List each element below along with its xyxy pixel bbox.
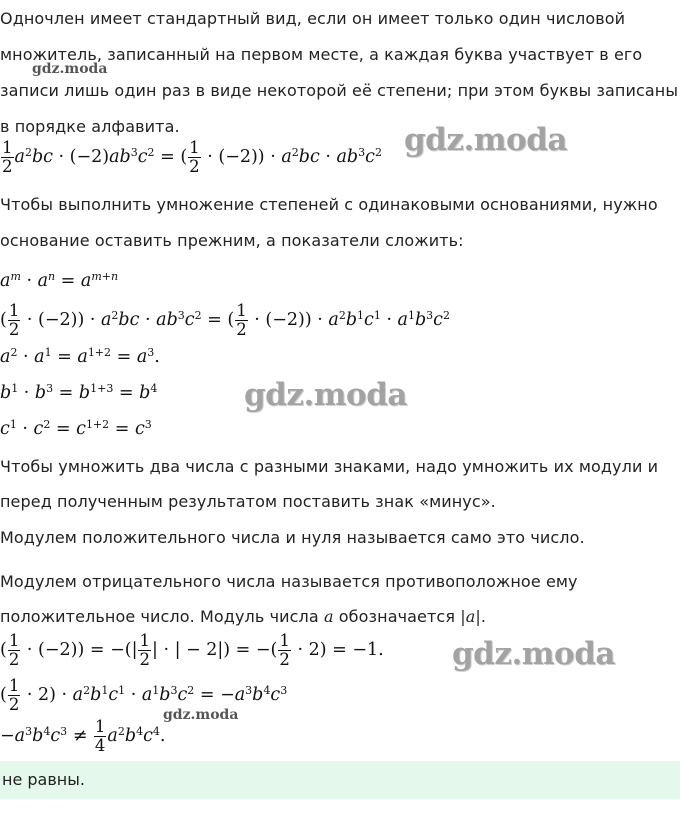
formula-result: ( $\frac{1}{2}$ · $2) \cdot a^2b^1c^1 \cdot a^1b^3c^2 = -a^3b^4c^3$ [0, 676, 288, 714]
definition-line-4: в порядке алфавита. [0, 117, 180, 136]
definition-line-3: записи лишь один раз в виде некоторой её степени; при этом буквы записаны [0, 81, 679, 100]
formula-coefficient: ( $\frac{1}{2}$ · (−2)) = −(| $\frac{1}{2}$ | · | − 2|) = −( $\frac{1}{2}$ · 2) = −1. [0, 631, 384, 669]
formula-regroup: ( $\frac{1}{2}$ · $(-2)) \cdot a^2bc \cdot ab^3c^2$ = ( $\frac{1}{2}$ · $(-2)) \cdot a^2b^1c^1 \cdot a^1b^3c^2$ [0, 301, 450, 339]
sign-rule-line-1: Чтобы умножить два числа с разными знаками, надо умножить их модули и [0, 457, 659, 476]
answer-text: не равны. [2, 770, 85, 789]
power-rule-line-2: основание оставить прежним, а показатели сложить: [0, 231, 464, 250]
watermark-small-2: gdz.moda [163, 707, 239, 723]
formula-monomial-product: $\frac{1}{2}$ $a^2bc \cdot (-2)ab^3c^2$ = ( $\frac{1}{2}$ · $(-2)) \cdot a^2bc \cdot ab^3c^2$ [2, 138, 382, 176]
sign-rule-line-2: перед полученным результатом поставить знак «минус». [0, 492, 496, 511]
modulus-positive-line: Модулем положительного числа и нуля называется само это число. [0, 528, 585, 547]
watermark-large-1: gdz.moda [404, 122, 567, 158]
watermark-large-2: gdz.moda [244, 377, 407, 413]
watermark-small-1: gdz.moda [32, 61, 108, 77]
formula-c-powers: $c^1 \cdot c^2 = c^{1+2} = c^3$ [0, 417, 152, 439]
modulus-negative-line-1: Модулем отрицательного числа называется противоположное ему [0, 572, 578, 591]
watermark-large-3: gdz.moda [452, 636, 615, 672]
power-rule-line-1: Чтобы выполнить умножение степеней с одинаковыми основаниями, нужно [0, 195, 658, 214]
formula-b-powers: $b^1 \cdot b^3 = b^{1+3} = b^4$ [0, 381, 158, 403]
definition-line-2: множитель, записанный на первом месте, а каждая буква участвует в его [0, 45, 643, 64]
modulus-negative-line-2: положительное число. Модуль числа a обозначается |a|. [0, 607, 487, 626]
answer-box [0, 761, 680, 799]
formula-a-powers: $a^2 \cdot a^1 = a^{1+2} = a^3$. [0, 345, 160, 367]
formula-comparison: $-a^3b^4c^3$ ≠ $\frac{1}{4}$ $a^2b^4c^4$. [0, 717, 166, 755]
definition-line-1: Одночлен имеет стандартный вид, если он имеет только один числовой [0, 9, 626, 28]
formula-power-rule: $a^m \cdot a^n = a^{m+n}$ [0, 269, 119, 291]
